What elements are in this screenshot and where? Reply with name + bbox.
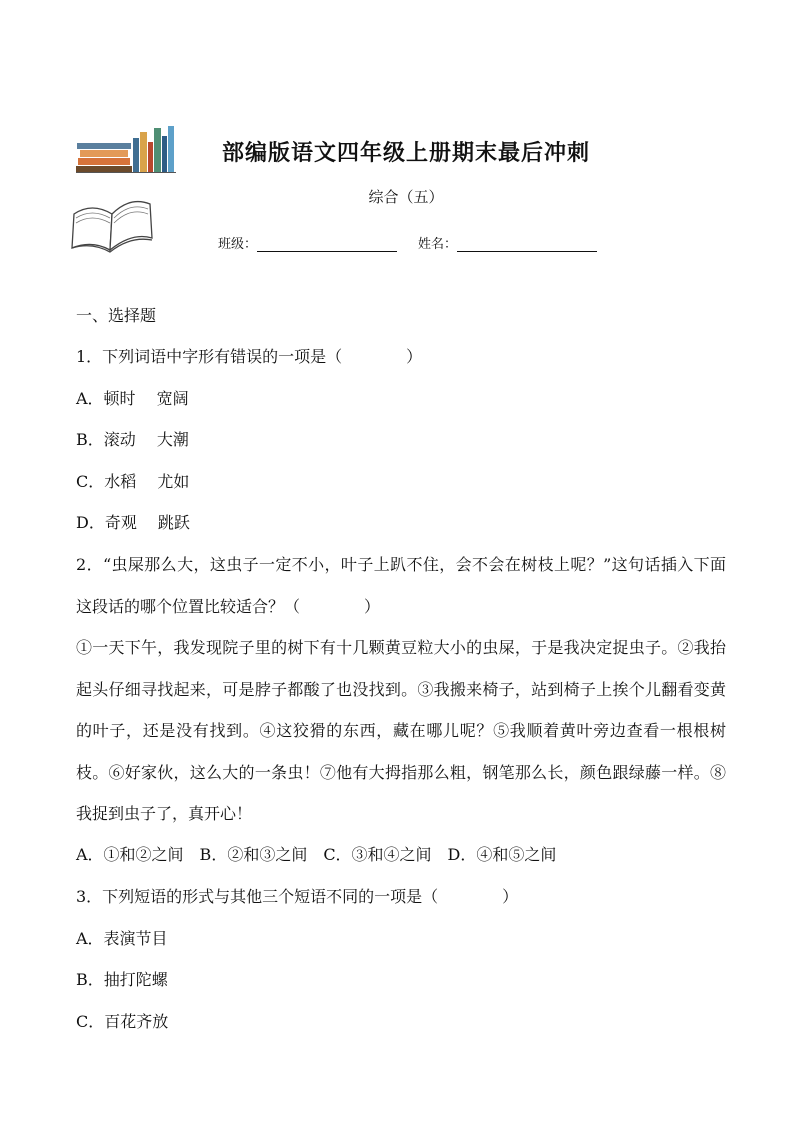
q3-stem: 3．下列短语的形式与其他三个短语不同的一项是（ ） xyxy=(76,887,519,906)
section-title: 一、选择题 xyxy=(76,306,157,325)
name-field[interactable] xyxy=(457,237,597,252)
q1-option-b[interactable]: B．滚动 大潮 xyxy=(76,430,189,449)
name-label: 姓名： xyxy=(418,237,458,252)
page-title: 部编版语文四年级上册期末最后冲刺 xyxy=(221,140,590,166)
q3-option-c[interactable]: C．百花齐放 xyxy=(76,1012,169,1031)
class-field[interactable] xyxy=(257,237,397,252)
page-subtitle: 综合（五） xyxy=(368,188,444,206)
class-label: 班级： xyxy=(218,237,258,252)
q3-option-b[interactable]: B．抽打陀螺 xyxy=(76,970,168,989)
q1-option-a[interactable]: A．顿时 宽阔 xyxy=(76,389,189,408)
q1-option-c[interactable]: C．水稻 尤如 xyxy=(76,472,190,491)
q1-stem: 1．下列词语中字形有错误的一项是（ ） xyxy=(76,347,423,366)
q2-passage: ①一天下午，我发现院子里的树下有十几颗黄豆粒大小的虫屎，于是我决定捉虫子。②我抬起头仔细寻找起来，可是脖子都酸了也没找到。③我搬来椅子，站到椅子上挨个儿翻看变黄的叶子，还是没有找到。④这狡猾的东西，藏在哪儿呢？⑤我顺着黄叶旁边查看一根根树枝。⑥好家伙，这么大的一条虫！⑦他有大拇指那么粗，钢笔那么长，颜色跟绿藤一样。⑧我捉到虫子了，真开心！ xyxy=(76,638,726,824)
student-info-fields xyxy=(218,233,597,252)
q1-option-d[interactable]: D．奇观 跳跃 xyxy=(76,513,190,532)
q2-options[interactable]: A．①和②之间 B．②和③之间 C．③和④之间 D．④和⑤之间 xyxy=(76,845,557,864)
q3-option-a[interactable]: A．表演节目 xyxy=(76,929,168,948)
q2-stem: 2．“虫屎那么大，这虫子一定不小，叶子上趴不住，会不会在树枝上呢？”这句话插入下面这段话的哪个位置比较适合？（ ） xyxy=(76,555,726,616)
